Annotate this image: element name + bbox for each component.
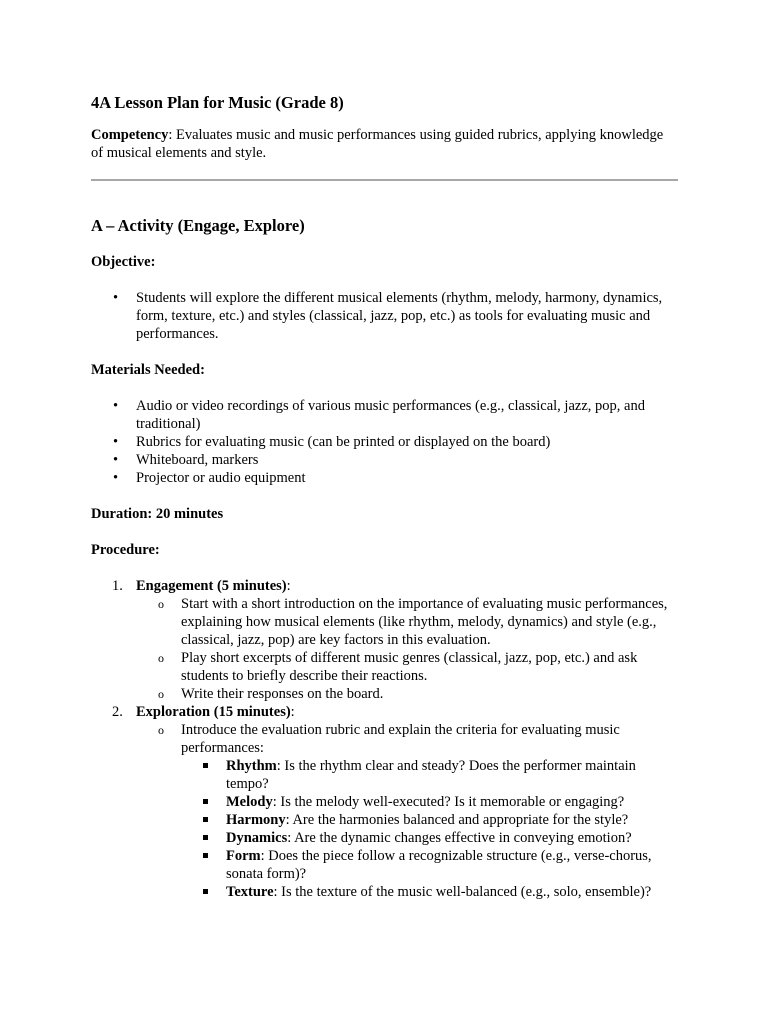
- substep-text: Write their responses on the board.: [181, 686, 384, 702]
- section-title: A – Activity (Engage, Explore): [91, 216, 305, 235]
- list-item: [226, 883, 678, 901]
- list-item: [158, 685, 678, 703]
- materials-list: [91, 397, 678, 487]
- circle-bullet-icon: o: [158, 723, 164, 737]
- competency-paragraph: [91, 126, 678, 162]
- objective-list: [91, 289, 678, 343]
- competency-text: : Evaluates music and music performances using guided rubrics, applying knowledge of musical elements and style.: [91, 127, 664, 161]
- criterion-term: Dynamics: [226, 830, 288, 846]
- duration-label: Duration: 20 minutes: [91, 506, 224, 522]
- list-item: [226, 829, 678, 847]
- square-bullet-icon: [203, 817, 208, 822]
- procedure-label: Procedure:: [91, 542, 160, 558]
- list-item: [158, 595, 678, 649]
- step-suffix: :: [286, 578, 291, 594]
- list-item: [226, 793, 678, 811]
- list-item: • Whiteboard, markers: [136, 451, 678, 469]
- criterion-term: Melody: [226, 794, 273, 810]
- procedure-step: [112, 577, 678, 703]
- criterion-text: : Does the piece follow a recognizable structure (e.g., verse-chorus, sonata form)?: [226, 848, 652, 882]
- criterion-text: : Is the texture of the music well-balanced (e.g., solo, ensemble)?: [273, 884, 652, 900]
- step-suffix: :: [290, 704, 295, 720]
- substep-text: Start with a short introduction on the importance of evaluating music performances, explaining how musical elements (like rhythm, melody, dynamics) and style (e.g., classical, jazz, pop) are key factors in this evaluation.: [181, 596, 668, 648]
- square-bullet-icon: [203, 889, 208, 894]
- criterion-term: Rhythm: [226, 758, 277, 774]
- list-item: [158, 649, 678, 685]
- criterion-text: : Is the melody well-executed? Is it memorable or engaging?: [272, 794, 625, 810]
- horizontal-divider: [91, 179, 678, 181]
- list-item: [158, 721, 678, 901]
- square-bullet-icon: [203, 763, 208, 768]
- criterion-text: : Are the dynamic changes effective in conveying emotion?: [287, 830, 632, 846]
- list-item: • Students will explore the different musical elements (rhythm, melody, harmony, dynamics, form, texture, etc.) and styles (classical, jazz, pop, etc.) as tools for evaluating music and performances.: [136, 289, 678, 343]
- list-item: [226, 811, 678, 829]
- list-item: • Audio or video recordings of various music performances (e.g., classical, jazz, pop, and traditional): [136, 397, 678, 433]
- step-heading: Engagement (5 minutes): [136, 578, 287, 594]
- competency-label: Competency: [91, 127, 169, 143]
- procedure-step: [112, 703, 678, 901]
- criteria-list: [181, 757, 678, 901]
- page-title: 4A Lesson Plan for Music (Grade 8): [91, 93, 344, 112]
- criterion-term: Form: [226, 848, 261, 864]
- substep-text: Play short excerpts of different music genres (classical, jazz, pop, etc.) and ask students to briefly describe their reactions.: [181, 650, 638, 684]
- list-item: [226, 847, 678, 883]
- criterion-text: : Is the rhythm clear and steady? Does the performer maintain tempo?: [226, 758, 636, 792]
- criterion-text: : Are the harmonies balanced and appropriate for the style?: [285, 812, 629, 828]
- circle-bullet-icon: o: [158, 687, 164, 701]
- circle-bullet-icon: o: [158, 651, 164, 665]
- square-bullet-icon: [203, 799, 208, 804]
- step-substeps: [136, 595, 678, 703]
- step-number: 2.: [112, 704, 123, 720]
- square-bullet-icon: [203, 853, 208, 858]
- square-bullet-icon: [203, 835, 208, 840]
- criterion-term: Harmony: [226, 812, 286, 828]
- criterion-term: Texture: [226, 884, 274, 900]
- step-heading: Exploration (15 minutes): [136, 704, 291, 720]
- substep-text: Introduce the evaluation rubric and explain the criteria for evaluating music performances:: [181, 722, 620, 756]
- procedure-steps: [91, 577, 678, 901]
- list-item: • Rubrics for evaluating music (can be printed or displayed on the board): [136, 433, 678, 451]
- step-substeps: [136, 721, 678, 901]
- objective-label: Objective:: [91, 254, 156, 270]
- list-item: [226, 757, 678, 793]
- circle-bullet-icon: o: [158, 597, 164, 611]
- step-number: 1.: [112, 578, 123, 594]
- list-item: • Projector or audio equipment: [136, 469, 678, 487]
- materials-label: Materials Needed:: [91, 362, 205, 378]
